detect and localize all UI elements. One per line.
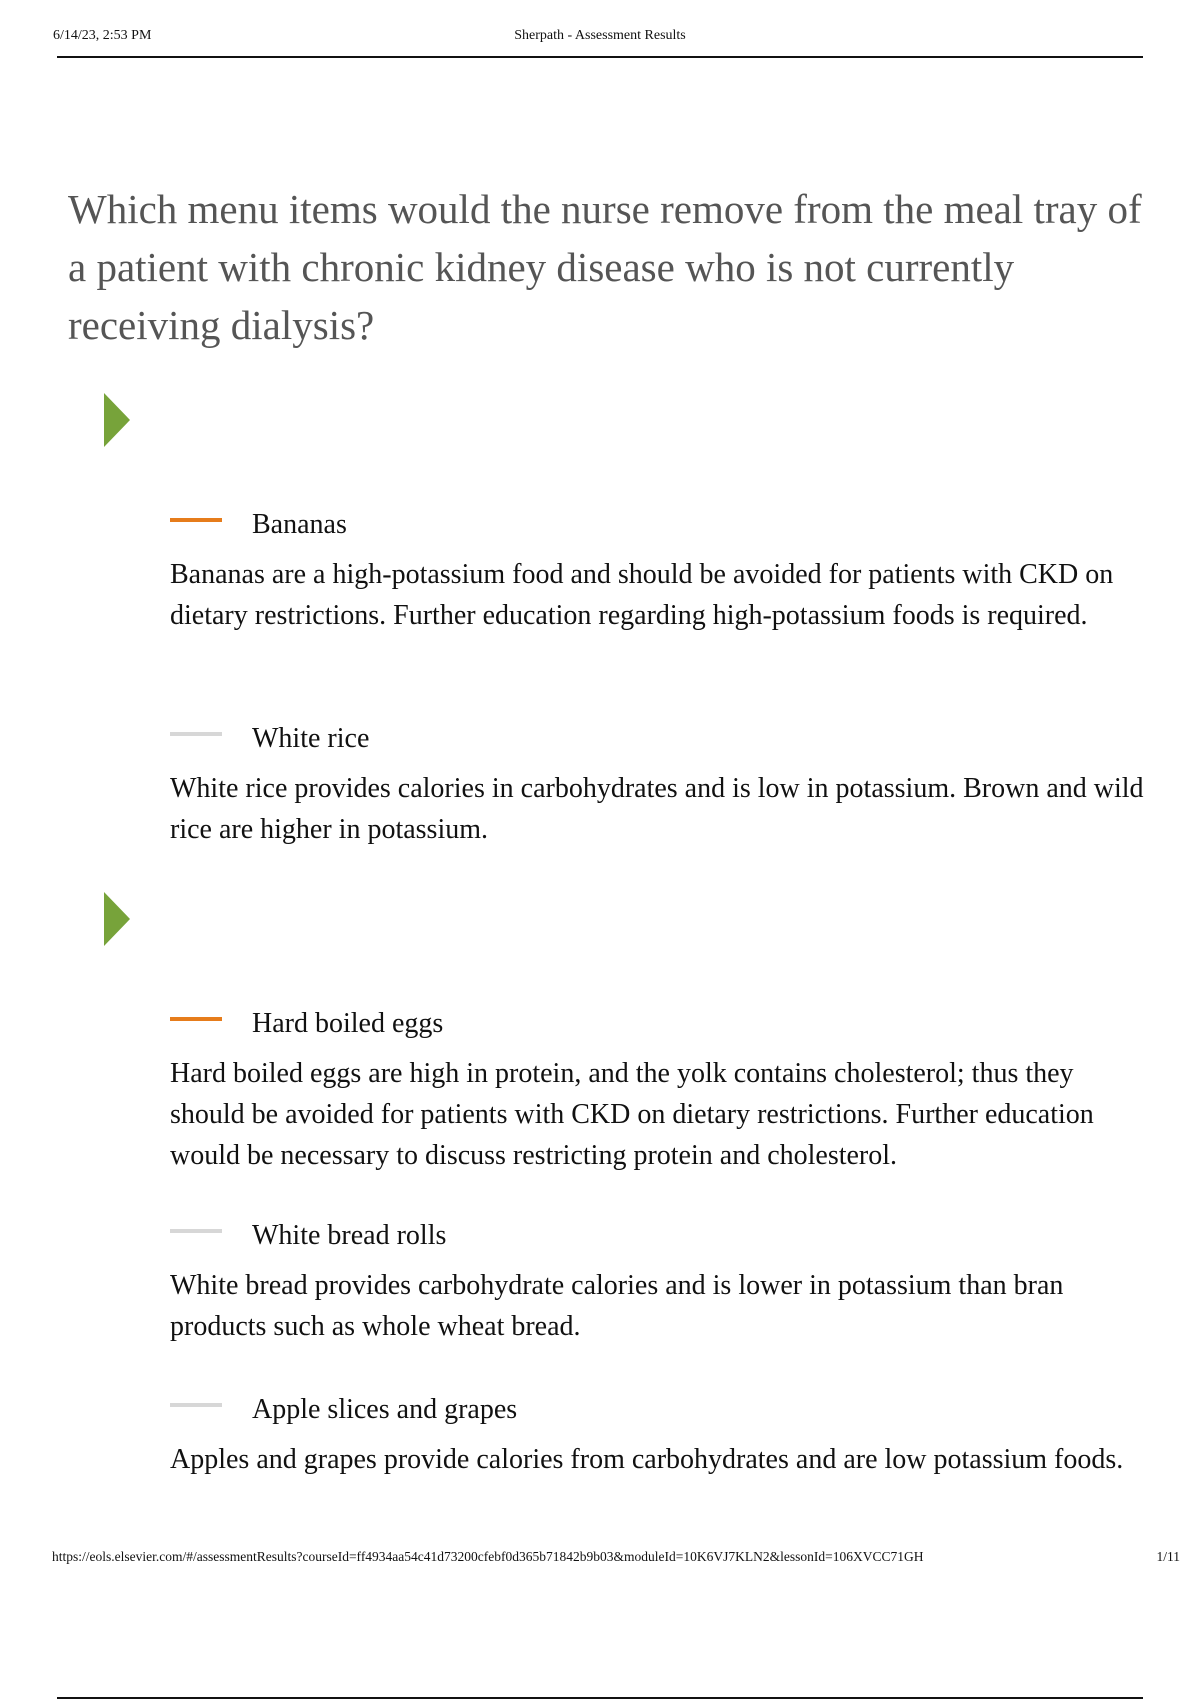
option-rationale: Hard boiled eggs are high in protein, and the yolk contains cholesterol; thus they should be avoided for patients with CKD on dietary restrictions. Further education would be necessary to discuss restricting protein and cholesterol. (170, 1058, 1094, 1171)
option-label: White bread rolls (252, 1220, 447, 1251)
correct-answer-triangle-icon (104, 393, 130, 447)
page-bottom-rule (57, 1697, 1143, 1699)
print-page-number: 1/11 (1156, 1549, 1180, 1564)
unselected-indicator-dash (170, 732, 222, 736)
print-title: Sherpath - Assessment Results (514, 28, 686, 43)
option-label: Apple slices and grapes (252, 1394, 518, 1425)
print-footer-url: https://eols.elsevier.com/#/assessmentResults?courseId=ff4934aa54c41d73200cfebf0d365b71842b9b03&moduleId=10K6VJ7KLN2&lessonId=106XVCC71GH (52, 1549, 924, 1564)
print-datetime: 6/14/23, 2:53 PM (53, 28, 152, 43)
question-text: Which menu items would the nurse remove from the meal tray of a patient with chronic kidney disease who is not currently receiving dialysis? (68, 186, 1142, 348)
option-label: Hard boiled eggs (252, 1008, 444, 1039)
print-header (53, 26, 1143, 58)
selected-indicator-dash (170, 1017, 222, 1021)
option-rationale: Bananas are a high-potassium food and should be avoided for patients with CKD on dietary restrictions. Further education regarding high-potassium foods is required. (170, 559, 1114, 631)
correct-answer-triangle-icon (104, 892, 130, 946)
option-rationale: Apples and grapes provide calories from carbohydrates and are low potassium foods. (170, 1444, 1124, 1475)
unselected-indicator-dash (170, 1403, 222, 1407)
option-rationale: White rice provides calories in carbohydrates and is low in potassium. Brown and wild rice are higher in potassium. (170, 773, 1144, 845)
unselected-indicator-dash (170, 1229, 222, 1233)
option-rationale: White bread provides carbohydrate calories and is lower in potassium than bran products such as whole wheat bread. (170, 1270, 1064, 1342)
option-label: Bananas (252, 509, 347, 540)
option-label: White rice (252, 723, 370, 754)
selected-indicator-dash (170, 518, 222, 522)
